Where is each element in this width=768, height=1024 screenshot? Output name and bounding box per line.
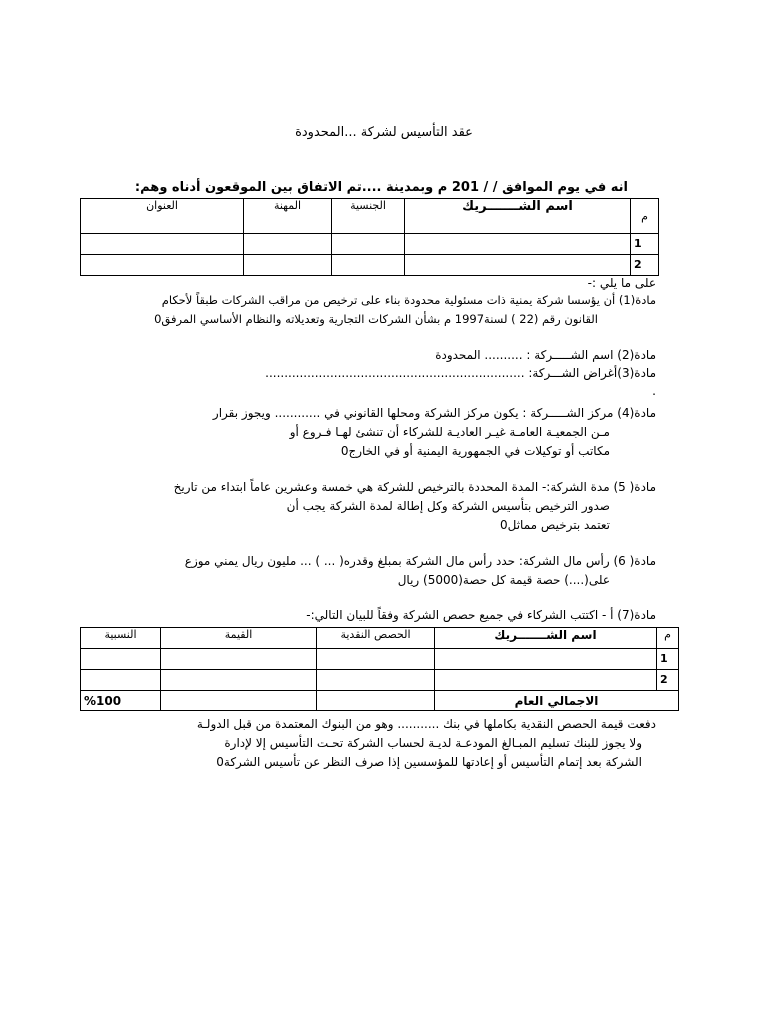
document-title: عقد التأسيس لشركة ...المحدودة [295,125,473,140]
header-nationality: الجنسية [332,199,405,234]
header-percentage: النسبية [81,628,161,649]
header-index: م [657,628,679,649]
article-3: مادة(3)أغراض الشـــركة: .................................................................... [265,366,656,380]
article-4-line-3: مكاتب أو توكيلات في الجمهورية اليمنية أو في الخارج0 [340,444,610,458]
table-cell[interactable] [332,234,405,255]
article-5-line-3: تعتمد بترخيص مماثل0 [499,518,610,532]
table-cell[interactable] [435,649,657,670]
table-cell[interactable] [161,691,317,711]
article-4 [213,404,656,461]
article-5 [174,478,656,535]
table-row [81,670,679,691]
article-1 [154,291,656,329]
table-row [81,649,679,670]
table-cell[interactable] [81,649,161,670]
table-cell[interactable] [81,255,244,276]
header-profession: المهنة [244,199,332,234]
table-row [81,234,659,255]
article-1-line-1: مادة(1) أن يؤسسا شركة يمنية ذات مسئولية محدودة بناء على ترخيص من مراقب الشركات طبقاً لأحكام [161,293,656,307]
row-index: 2 [631,255,659,276]
table-cell[interactable] [161,670,317,691]
header-index: م [631,199,659,234]
row-index: 2 [657,670,679,691]
table-row [81,255,659,276]
intro-line: انه في يوم الموافق / / 201 م وبمدينة ....تم الاتفاق بين الموقعون أدناه وهم: [134,180,628,195]
total-label: الاجمالي العام [435,691,679,711]
table-cell[interactable] [332,255,405,276]
article-1-line-2: القانون رقم (22 ) لسنة1997 م بشأن الشركات التجارية وتعديلاته والنظام الأساسي المرفق0 [154,312,598,326]
header-cash-shares: الحصص النقدية [317,628,435,649]
article-4-line-2: مـن الجمعيـة العامـة غيـر العاديـة للشركاء أن تنشئ لهـا فـروع أو [289,425,610,439]
table-cell[interactable] [161,649,317,670]
table-cell[interactable] [435,670,657,691]
table-cell[interactable] [317,649,435,670]
article-6 [185,552,656,590]
article-5-line-1: مادة( 5) مدة الشركة:- المدة المحددة بالترخيص للشركة هي خمسة وعشرين عاماً ابتداء من تاريخ [173,480,656,494]
table-cell[interactable] [244,234,332,255]
table-cell[interactable] [405,234,631,255]
final-paragraph-line-2: ولا يجوز للبنك تسليم المبـالغ المودعـة لديـة لحساب الشركة تحـت التأسيس إلا لإدارة [224,736,642,750]
total-percent: %100 [81,691,161,711]
row-index: 1 [657,649,679,670]
table-cell[interactable] [405,255,631,276]
header-value: القيمة [161,628,317,649]
row-index: 1 [631,234,659,255]
article-7: مادة(7) أ - اكتتب الشركاء في جميع حصص الشركة وفقاً للبيان التالي:- [306,608,656,622]
header-address: العنوان [81,199,244,234]
agreed-line: على ما يلي :- [587,276,656,290]
final-paragraph-line-3: الشركة بعد إتمام التأسيس أو إعادتها للمؤسسين إذا صرف النظر عن تأسيس الشركة0 [216,755,642,769]
table-header-row [81,199,659,234]
article-2: مادة(2) اسم الشـــــركة : .......... المحدودة [435,348,656,362]
partners-table [80,198,659,276]
table-cell[interactable] [81,670,161,691]
header-partner-name: اسم الشـــــــريك [435,628,657,649]
final-paragraph [197,715,656,772]
table-cell[interactable] [317,691,435,711]
table-cell[interactable] [81,234,244,255]
table-total-row [81,691,679,711]
article-6-line-1: مادة( 6) رأس مال الشركة: حدد رأس مال الشركة بمبلغ وقدره( ... ) ... مليون ريال يمني موزع [184,554,656,568]
dot-line: . [652,384,656,398]
article-4-line-1: مادة(4) مركز الشـــــركة : يكون مركز الشركة ومحلها القانوني في ............ ويجوز بقرار [212,406,656,420]
article-6-line-2: على(....) حصة قيمة كل حصة(5000) ريال [397,573,610,587]
table-cell[interactable] [317,670,435,691]
header-partner-name: اسم الشـــــــريك [405,199,631,234]
article-5-line-2: صدور الترخيص بتأسيس الشركة وكل إطالة لمدة الشركة يجب أن [286,499,610,513]
shares-table [80,627,679,711]
final-paragraph-line-1: دفعت قيمة الحصص النقدية بكاملها في بنك ........... وهو من البنوك المعتمدة من قبل الدولـة [196,717,656,731]
table-header-row [81,628,679,649]
table-cell[interactable] [244,255,332,276]
